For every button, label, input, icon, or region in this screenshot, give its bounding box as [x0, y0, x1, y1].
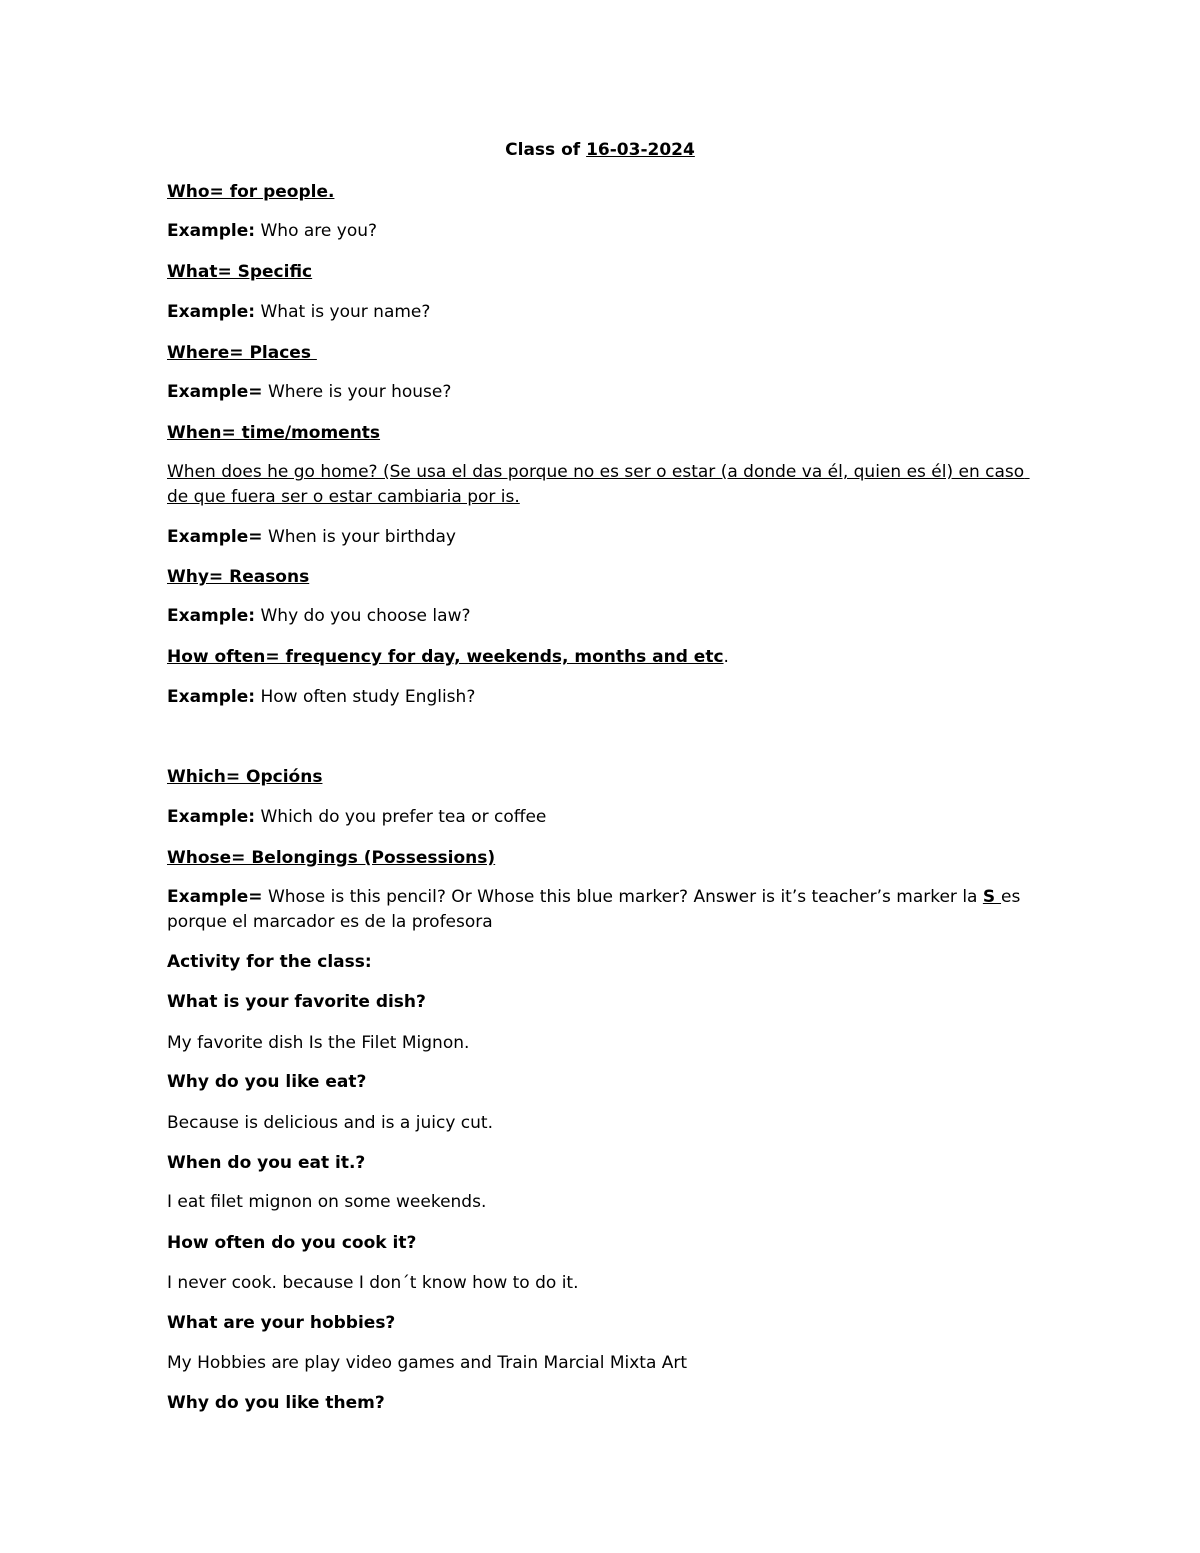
activity-question-1: What is your favorite dish? [167, 992, 426, 1012]
document-title [0, 140, 1200, 160]
when-heading: When= time/moments [167, 423, 381, 443]
example-label: Example: [167, 302, 256, 322]
whose-heading: Whose= Belongings (Possessions) [167, 848, 496, 868]
title-prefix: Class of [505, 140, 587, 160]
example-s-letter: S [982, 887, 1002, 907]
activity-answer-3: I eat filet mignon on some weekends. [167, 1192, 487, 1212]
activity-answer-1: My favorite dish Is the Filet Mignon. [167, 1033, 470, 1053]
example-label: Example: [167, 221, 256, 241]
activity-answer-4: I never cook. because I don´t know how to do it. [167, 1273, 579, 1293]
activity-answer-2: Because is delicious and is a juicy cut. [167, 1113, 493, 1133]
example-label: Example= [167, 887, 263, 907]
example-text: Where is your house? [262, 382, 452, 402]
example-label: Example: [167, 606, 256, 626]
example-label: Example= [167, 382, 263, 402]
which-heading: Which= Opcións [167, 767, 323, 787]
when-example [167, 525, 1027, 550]
activity-question-2: Why do you like eat? [167, 1072, 367, 1092]
example-label: Example= [167, 527, 263, 547]
example-text: What is your name? [255, 302, 431, 322]
where-heading: Where= Places [167, 343, 317, 363]
how-often-heading-text: How often= frequency for day, weekends, months and etc [167, 647, 724, 667]
activity-answer-5: My Hobbies are play video games and Train Marcial Mixta Art [167, 1353, 688, 1373]
how-often-example [167, 685, 1027, 710]
example-label: Example: [167, 687, 256, 707]
where-example [167, 380, 1027, 405]
whose-example [167, 885, 1027, 935]
who-example [167, 219, 1027, 244]
example-text-end: es porque el marcador es de la profesora [167, 887, 1026, 932]
why-example [167, 604, 1027, 629]
example-label: Example: [167, 807, 256, 827]
which-example [167, 805, 1027, 830]
activity-question-6: Why do you like them? [167, 1393, 385, 1413]
activity-question-4: How often do you cook it? [167, 1233, 417, 1253]
how-often-heading [167, 645, 1027, 670]
activity-heading: Activity for the class: [167, 952, 372, 972]
example-text: How often study English? [255, 687, 476, 707]
how-often-period: . [723, 647, 729, 667]
example-text: Why do you choose law? [255, 606, 471, 626]
what-example [167, 300, 1027, 325]
activity-question-3: When do you eat it.? [167, 1153, 366, 1173]
what-heading: What= Specific [167, 262, 313, 282]
example-text: When is your birthday [262, 527, 456, 547]
example-text: Whose is this pencil? Or Whose this blue marker? Answer is it’s teacher’s marker la [262, 887, 983, 907]
title-date: 16-03-2024 [586, 140, 695, 160]
why-heading: Why= Reasons [167, 567, 310, 587]
activity-question-5: What are your hobbies? [167, 1313, 396, 1333]
when-note: When does he go home? (Se usa el das porque no es ser o estar (a donde va él, quien es él) en caso de que fuera ser o estar cambiaria por is. [167, 462, 1030, 507]
example-text: Who are you? [255, 221, 378, 241]
who-heading: Who= for people. [167, 182, 335, 202]
example-text: Which do you prefer tea or coffee [255, 807, 547, 827]
